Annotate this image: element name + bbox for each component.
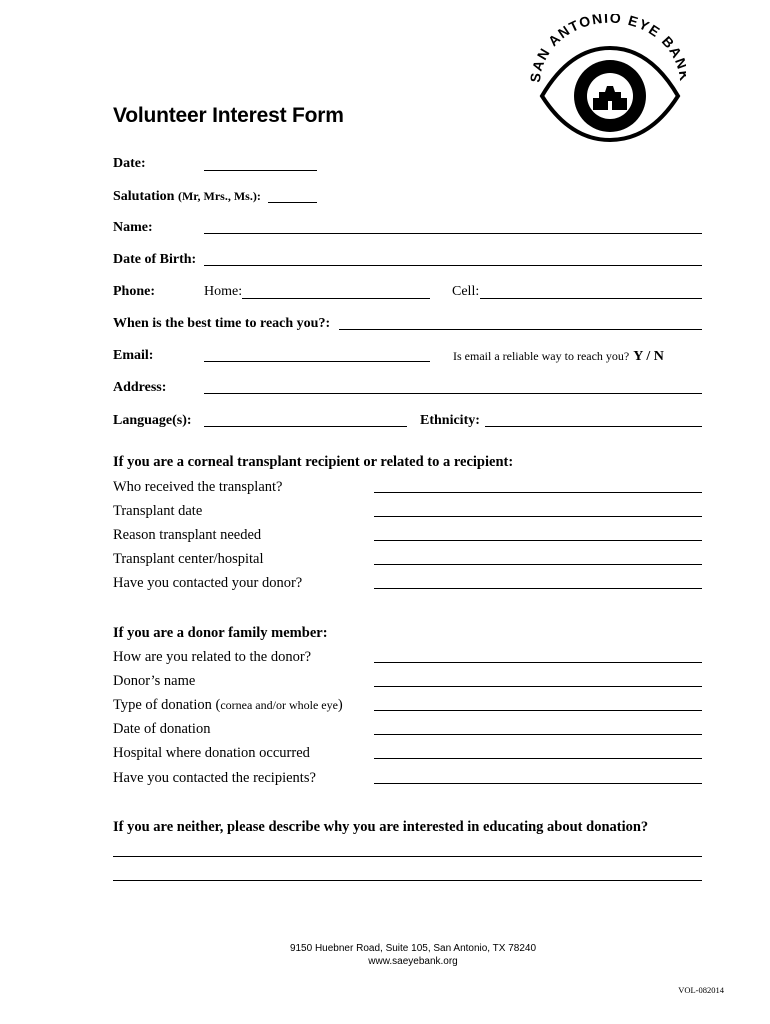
page-title: Volunteer Interest Form xyxy=(113,104,344,127)
donor-answer-6[interactable] xyxy=(374,783,702,784)
recipient-answer-1[interactable] xyxy=(374,492,702,493)
recipient-question-5: Have you contacted your donor? xyxy=(113,575,303,591)
salutation-label-text: Salutation xyxy=(113,189,175,204)
home-phone-label: Home: xyxy=(204,284,243,299)
salutation-label xyxy=(113,188,261,205)
logo-org-name: SAN ANTONIO EYE BA xyxy=(526,14,686,84)
languages-label: Language(s): xyxy=(113,413,192,428)
donor-question-2: Donor’s name xyxy=(113,673,196,689)
name-label: Name: xyxy=(113,220,153,235)
neither-answer-line-1[interactable] xyxy=(113,856,702,857)
recipient-question-1: Who received the transplant? xyxy=(113,479,283,495)
home-phone-field[interactable] xyxy=(242,298,430,299)
footer-form-code: VOL-082014 xyxy=(678,985,724,995)
email-reliable-yn[interactable]: Y / N xyxy=(633,349,664,364)
donor-answer-1[interactable] xyxy=(374,662,702,663)
email-label: Email: xyxy=(113,348,154,363)
footer-address: 9150 Huebner Road, Suite 105, San Antonio, TX 78240 xyxy=(289,943,537,954)
eye-bank-logo xyxy=(526,14,686,149)
best-time-field[interactable] xyxy=(339,329,702,330)
phone-label: Phone: xyxy=(113,284,155,299)
name-field[interactable] xyxy=(204,233,702,234)
address-label: Address: xyxy=(113,380,167,395)
languages-field[interactable] xyxy=(204,426,407,427)
recipient-answer-4[interactable] xyxy=(374,564,702,565)
ethnicity-field[interactable] xyxy=(485,426,702,427)
donor-question-6: Have you contacted the recipients? xyxy=(113,770,316,786)
donor-answer-5[interactable] xyxy=(374,758,702,759)
donor-answer-2[interactable] xyxy=(374,686,702,687)
donor-question-3-close: ) xyxy=(337,697,343,713)
dob-label: Date of Birth: xyxy=(113,252,197,267)
recipient-question-2: Transplant date xyxy=(113,503,203,519)
date-field[interactable] xyxy=(204,170,317,171)
recipient-question-4: Transplant center/hospital xyxy=(113,551,264,567)
salutation-field[interactable] xyxy=(268,202,317,203)
footer-website: www.saeyebank.org xyxy=(368,956,458,967)
date-label: Date: xyxy=(113,156,146,171)
donor-question-4: Date of donation xyxy=(113,721,211,737)
dob-field[interactable] xyxy=(204,265,702,266)
email-reliable-question xyxy=(453,348,664,365)
donor-question-3-detail: cornea and/or whole eye xyxy=(220,698,338,712)
donor-question-3-main: Type of donation ( xyxy=(113,697,221,713)
donor-question-5: Hospital where donation occurred xyxy=(113,745,310,761)
address-field[interactable] xyxy=(204,393,702,394)
recipient-question-3: Reason transplant needed xyxy=(113,527,262,543)
donor-question-1: How are you related to the donor? xyxy=(113,649,312,665)
donor-question-3 xyxy=(113,697,343,713)
donor-answer-4[interactable] xyxy=(374,734,702,735)
recipient-section-heading: If you are a corneal transplant recipient or related to a recipient: xyxy=(113,454,514,470)
salutation-hint: (Mr, Mrs., Ms.): xyxy=(177,189,261,203)
ethnicity-label: Ethnicity: xyxy=(420,413,480,428)
cell-phone-field[interactable] xyxy=(480,298,702,299)
neither-answer-line-2[interactable] xyxy=(113,880,702,881)
recipient-answer-3[interactable] xyxy=(374,540,702,541)
donor-section-heading: If you are a donor family member: xyxy=(113,625,328,641)
cell-phone-label: Cell: xyxy=(452,284,480,299)
best-time-label: When is the best time to reach you?: xyxy=(113,316,331,331)
recipient-answer-5[interactable] xyxy=(374,588,702,589)
recipient-answer-2[interactable] xyxy=(374,516,702,517)
donor-answer-3[interactable] xyxy=(374,710,702,711)
email-field[interactable] xyxy=(204,361,430,362)
neither-section-heading: If you are neither, please describe why you are interested in educating about donation? xyxy=(113,819,649,835)
email-reliable-text: Is email a reliable way to reach you? xyxy=(453,349,630,363)
